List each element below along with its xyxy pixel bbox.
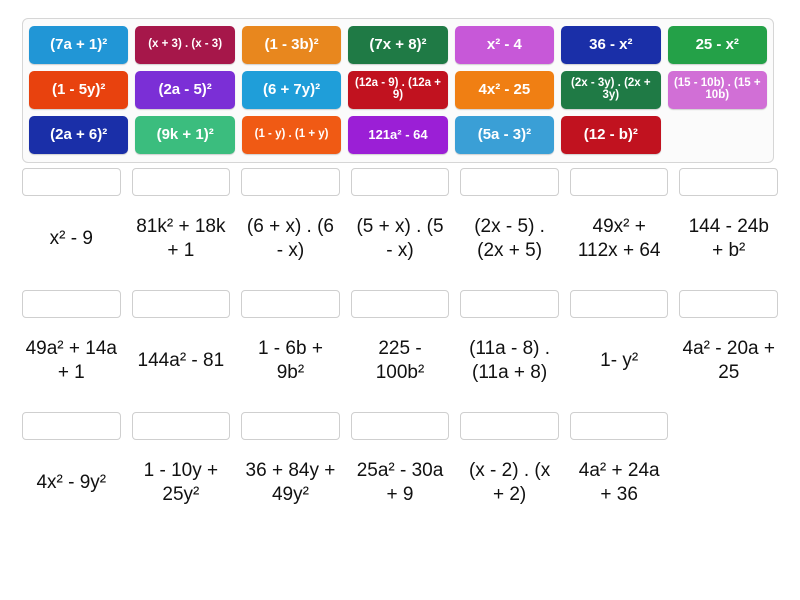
prompt-label: (5 + x) . (5 - x) (356, 216, 444, 261)
drop-zone[interactable] (351, 412, 450, 440)
drop-zone[interactable] (132, 412, 231, 440)
drop-zone[interactable] (351, 290, 450, 318)
prompt-label: x² - 9 (49, 228, 93, 250)
drop-zone[interactable] (241, 290, 340, 318)
tile-bank (22, 18, 774, 163)
drop-zone-row (22, 168, 778, 196)
drop-zone[interactable] (570, 290, 669, 318)
draggable-tile[interactable]: x² - 4 (455, 26, 554, 64)
prompt-label: 144a² - 81 (137, 350, 225, 372)
drop-zone[interactable] (460, 412, 559, 440)
prompt-label: (2x - 5) . (2x + 5) (474, 216, 545, 261)
tile-bank-row (29, 116, 767, 154)
prompt-label: 144 - 24b + b² (688, 216, 769, 261)
drop-zone[interactable] (679, 168, 778, 196)
draggable-tile[interactable]: (2x - 3y) . (2x + 3y) (561, 71, 660, 109)
draggable-tile[interactable]: 25 - x² (668, 26, 767, 64)
prompt-label: 49a² + 14a + 1 (25, 338, 117, 383)
prompt-label: (11a - 8) . (11a + 8) (469, 338, 551, 383)
draggable-tile[interactable]: (1 - 3b)² (242, 26, 341, 64)
prompt-label-placeholder (679, 446, 778, 520)
prompt-label: 36 + 84y + 49y² (245, 460, 336, 505)
prompt-label: 1 - 10y + 25y² (143, 460, 219, 505)
drop-zone-placeholder (679, 412, 778, 440)
drop-zone-row (22, 412, 778, 440)
draggable-tile[interactable]: (6 + 7y)² (242, 71, 341, 109)
drop-zone[interactable] (22, 168, 121, 196)
prompt-label: 1- y² (600, 350, 639, 372)
prompt-row (22, 202, 778, 276)
draggable-tile[interactable]: (2a - 5)² (135, 71, 234, 109)
answer-block (22, 290, 778, 398)
prompt-label: 4x² - 9y² (36, 472, 107, 494)
draggable-tile[interactable]: (12a - 9) . (12a + 9) (348, 71, 447, 109)
drop-zone[interactable] (679, 290, 778, 318)
drop-zone-row (22, 290, 778, 318)
answer-grid (22, 168, 778, 534)
prompt-label: 1 - 6b + 9b² (257, 338, 323, 383)
drop-zone[interactable] (132, 290, 231, 318)
drop-zone[interactable] (460, 290, 559, 318)
draggable-tile[interactable]: 121a² - 64 (348, 116, 447, 154)
prompt-label: (x - 2) . (x + 2) (468, 460, 551, 505)
prompt-label: 4a² - 20a + 25 (682, 338, 775, 383)
drop-zone[interactable] (241, 412, 340, 440)
answer-block (22, 168, 778, 276)
draggable-tile[interactable]: (7a + 1)² (29, 26, 128, 64)
drop-zone[interactable] (22, 290, 121, 318)
drop-zone[interactable] (241, 168, 340, 196)
drop-zone[interactable] (132, 168, 231, 196)
prompt-row (22, 446, 778, 520)
draggable-tile[interactable]: 36 - x² (561, 26, 660, 64)
drop-zone[interactable] (22, 412, 121, 440)
prompt-label: 49x² + 112x + 64 (577, 216, 661, 261)
draggable-tile[interactable]: (9k + 1)² (135, 116, 234, 154)
prompt-row (22, 324, 778, 398)
drop-zone[interactable] (570, 412, 669, 440)
prompt-label: 225 - 100b² (375, 338, 425, 383)
draggable-tile[interactable]: (5a - 3)² (455, 116, 554, 154)
prompt-label: 25a² - 30a + 9 (356, 460, 444, 505)
drop-zone[interactable] (460, 168, 559, 196)
draggable-tile[interactable]: (2a + 6)² (29, 116, 128, 154)
prompt-label: 4a² + 24a + 36 (578, 460, 660, 505)
prompt-label: 81k² + 18k + 1 (136, 216, 226, 261)
draggable-tile[interactable]: (12 - b)² (561, 116, 660, 154)
tile-bank-row (29, 26, 767, 64)
prompt-label: (6 + x) . (6 - x) (246, 216, 334, 261)
draggable-tile[interactable]: (15 - 10b) . (15 + 10b) (668, 71, 767, 109)
tile-placeholder (668, 116, 767, 154)
draggable-tile[interactable]: (1 - 5y)² (29, 71, 128, 109)
draggable-tile[interactable]: (x + 3) . (x - 3) (135, 26, 234, 64)
draggable-tile[interactable]: (1 - y) . (1 + y) (242, 116, 341, 154)
draggable-tile[interactable]: (7x + 8)² (348, 26, 447, 64)
tile-bank-row (29, 71, 767, 109)
draggable-tile[interactable]: 4x² - 25 (455, 71, 554, 109)
answer-block (22, 412, 778, 520)
drop-zone[interactable] (570, 168, 669, 196)
drop-zone[interactable] (351, 168, 450, 196)
